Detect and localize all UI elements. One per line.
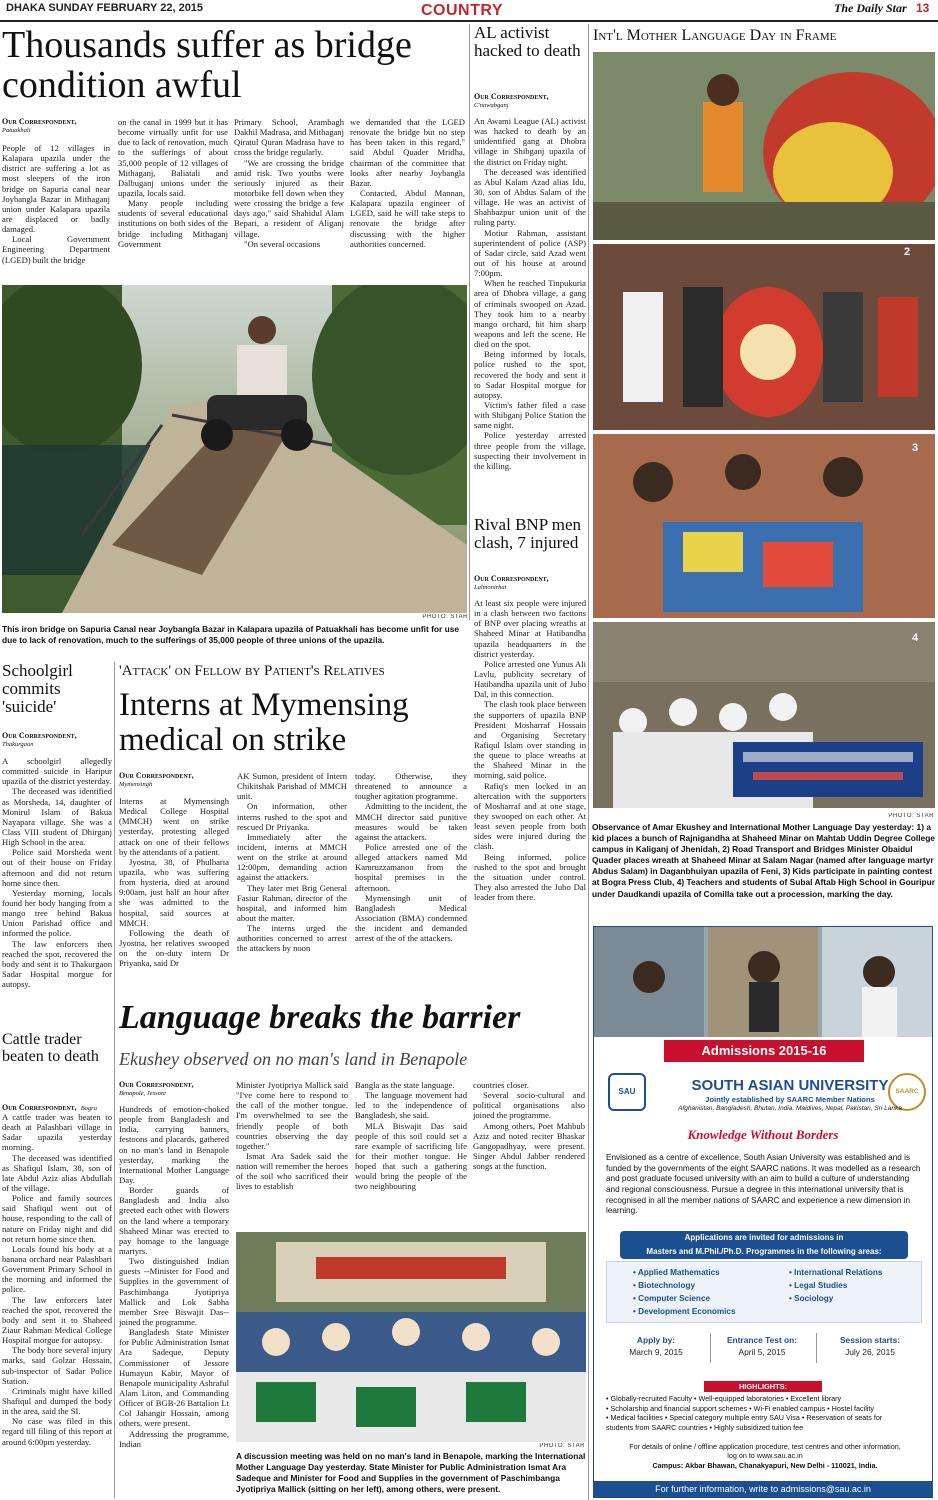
al-headline: AL activist hacked to death bbox=[474, 24, 581, 60]
paragraph: AK Sumon, president of Intern Chikitshak Parishad of MMCH unit. bbox=[237, 771, 347, 802]
paragraph: we demanded that the LGED renovate the bridge but no step has been taken in this regard," said Abdul Quader Mridha, chairman of the committee that looks after nearby Joybangla Bazar. bbox=[350, 117, 465, 188]
highlight-line: students from SAARC countries • Highly subsidized tuition fee bbox=[606, 1422, 804, 1432]
column-divider bbox=[588, 24, 589, 1500]
bridge-photo bbox=[2, 285, 467, 613]
apply-label: Apply by: bbox=[636, 1335, 676, 1345]
byline: Our Correspondent, bbox=[2, 1103, 77, 1112]
paragraph: When he reached Tinpukuria area of Dhobra village, a gang of criminals swooped on Azad. They took him to a nearby mango orchard, hit him sharp weapons and left the scene. He died on the spot. bbox=[474, 278, 586, 350]
admissions-banner: Admissions 2015-16 bbox=[664, 1040, 864, 1062]
paragraph: An Awami League (AL) activist was hacked to death by an unidentified gang at Dhobra village in Shibganj upazila of the district on Friday night. bbox=[474, 116, 586, 167]
bridge-col-2 bbox=[118, 117, 228, 281]
paragraph: Many people including students of several educational institutions on both sides of the bridge including Mithaganj Government bbox=[118, 198, 228, 249]
masthead-rule bbox=[0, 20, 938, 22]
al-body bbox=[474, 116, 586, 514]
interns-col-1 bbox=[119, 796, 229, 986]
ad-photo-strip bbox=[594, 927, 932, 1037]
trader-headline: Cattle trader beaten to death bbox=[2, 1032, 99, 1065]
ad-tagline: Knowledge Without Borders bbox=[687, 1127, 839, 1142]
frame-title: Int'l Mother Language Day in Frame bbox=[593, 28, 837, 44]
frame-photos bbox=[593, 52, 935, 812]
paragraph: Hundreds of emotion-choked people from Bangladesh and India, carrying banners, festoons and placards, gathered on no man's land in Benapole yesterday, marking the International Mother Language Day. bbox=[119, 1104, 229, 1185]
paragraph: Contacted, Abdul Mannan, Kalapara upazila engineer of LGED, said he will take steps to renovate the bridge after discussing with the higher authorities concerned. bbox=[350, 187, 465, 249]
language-headline: Language breaks the barrier bbox=[119, 1000, 521, 1036]
paragraph: They later met Brig General Fasiur Rahman, director of the hospital, and informed him about the matter. bbox=[237, 882, 347, 923]
ad-invite bbox=[620, 1231, 908, 1259]
photo-number: 3 bbox=[912, 442, 919, 454]
schoolgirl-headline: Schoolgirl commits 'suicide' bbox=[2, 662, 73, 716]
paragraph: Yesterday morning, locals found her body hanging from a mango tree behind Bakua Union Parishad office and informed the police. bbox=[2, 887, 112, 939]
paragraph: Criminals might have killed Shafiqul and dumped the body in the area, said the SI. bbox=[2, 1385, 112, 1417]
paragraph: on the canal in 1999 but it has become virtually unfit for use due to lack of renovation, much to the sufferings of about 35,000 people of 12 villages of Mithaganj, Baliatali and Dalbuganj unions under the upazila, locals said. bbox=[118, 117, 228, 198]
paragraph: Admitting to the incident, the MMCH director said punitive measures would be taken against the attackers. bbox=[355, 801, 467, 842]
language-col-3 bbox=[355, 1080, 467, 1230]
byline-place: Lalmonirhat bbox=[474, 583, 507, 591]
bridge-col-1 bbox=[2, 143, 110, 281]
paragraph: Motiur Rahman, assistant superintendent of police (ASP) of Sadar circle, said Azad went out of his house at around 7:00pm. bbox=[474, 227, 586, 279]
schoolgirl-body bbox=[2, 756, 112, 1028]
paragraph: Two distinguished Indian guests --Minister for Food and Supplies in the government of Paschimbanga Jyotipriya Mallick and Lok Sabha member Sree Biswajit Das-- joined the programme. bbox=[119, 1256, 229, 1327]
bnp-body bbox=[474, 598, 586, 986]
paragraph: Mymensingh unit of Bangladesh Medical Association (BMA) condemned the incident and demanded arrest of the of the attackers. bbox=[355, 892, 467, 944]
benapole-photo bbox=[236, 1232, 586, 1442]
paragraph: Among others, Poet Mahbub Aziz and noted reciter Bhaskar Gangopadhyay, were present. Singer Abdul Jabber rendered songs at the function. bbox=[473, 1120, 585, 1172]
bridge-col-3 bbox=[234, 117, 344, 281]
details-line: For details of online / offline application procedure, test centres and other information, bbox=[629, 1442, 901, 1451]
frame-caption: Observance of Amar Ekushey and International Mother Language Day yesterday: 1) a kid places a bunch of Rajnigandha at Shaheed Minar on Mahtab Uddin Degree College campus in Kaliganj of Jhenidah, 2) Road Transport and Bridges Minister Obaidul Quader places wreath at Shaheed Minar at Salam Nagar (named after language martyr Abdus Salam) in Daganbhuiyan upazila of Feni, 3) Kids participate in painting contest at Bogra Press Club, 4) Teachers and students of Subal Aftab High School in Gouripur under Daudkandi upazila of Comilla take out a procession, marking the day. bbox=[592, 822, 935, 899]
paragraph: Police and family sources said Shafiqul went out of house, responding to the call of nature on Friday night and did not return home since then. bbox=[2, 1193, 112, 1244]
paragraph: On information, other interns rushed to the spot and rescued Dr Priyanka. bbox=[237, 801, 347, 832]
date-divider bbox=[816, 1333, 817, 1363]
bnp-byline bbox=[474, 574, 586, 591]
paragraph: Police said Morsheda went out of their house on Friday afternoon and did not return home since then. bbox=[2, 847, 112, 888]
paragraph: No case was filed in this regard till filing of this report at around 6:00pm yesterday. bbox=[2, 1416, 112, 1447]
highlight-line: • Scholarship and financial support schemes • Wi-Fi enabled campus • Hostel facility bbox=[606, 1403, 875, 1413]
campus-address: Campus: Akbar Bhawan, Chanakyapuri, New Delhi - 110021, India. bbox=[652, 1460, 878, 1470]
byline: Our Correspondent, bbox=[119, 771, 194, 780]
test-label: Entrance Test on: bbox=[726, 1335, 798, 1345]
paragraph: Jyostna, 38, of Phulbaria upazila, who was suffering from hysteria, died at around 9:00am, just half an hour after she was admitted to the hospital, said sources at MMCH. bbox=[119, 856, 229, 928]
column-divider bbox=[114, 662, 115, 1498]
byline: Our Correspondent, bbox=[474, 574, 549, 583]
sau-advertisement bbox=[593, 926, 933, 1498]
paragraph: today. Otherwise, they threatened to announce a tougher agitation programme. bbox=[355, 771, 467, 802]
paragraph: Police arrested one of the alleged attackers named Md Kamruzzamanon from the hospital premises in the afternoon. bbox=[355, 841, 467, 893]
paragraph: At least six people were injured in a clash between two factions of BNP over placing wreaths at Shaheed Minar at Hatibandha upazila headquarters in the district yesterday. bbox=[474, 598, 586, 659]
paragraph: "On several occasions bbox=[244, 238, 321, 249]
date-divider bbox=[710, 1333, 711, 1363]
highlight-line: • Globally-recruited Faculty • Well-equipped laboratories • Excellent library bbox=[606, 1394, 842, 1403]
paragraph: Minister Jyotipriya Mallick said "I've come here to respond to the call of the mother tongue. I'm overwhelmed to see the friendly people of both countries observing the day together." bbox=[236, 1080, 348, 1151]
paragraph: The deceased was identified as Abul Kalam Azad alias Idu, 30, son of Abdus Salam of the village. He was an activist of Shahbazpur union unit of the ruling party. bbox=[474, 166, 586, 228]
paragraph: Interns at Mymensingh Medical College Hospital (MMCH) went on strike yesterday, protesting alleged attack on one of their fellows by the attendants of a patient. bbox=[119, 796, 229, 857]
interns-col-3 bbox=[355, 771, 467, 986]
language-byline bbox=[119, 1080, 229, 1097]
bnp-headline: Rival BNP men clash, 7 injured bbox=[474, 516, 582, 552]
program-item: • Legal Studies bbox=[789, 1281, 848, 1290]
program-item: • Biotechnology bbox=[633, 1281, 696, 1290]
byline-place: Patuakhali bbox=[2, 126, 31, 134]
bridge-caption: This iron bridge on Sapuria Canal near Joybangla Bazar in Kalapara upazila of Patuakhali has become unfit for use due to lack of renovation, much to the sufferings of 35,000 people of three unions of the upazila. bbox=[2, 624, 460, 646]
details-line: log on to www.sau.ac.in bbox=[727, 1451, 803, 1461]
section-title: COUNTRY bbox=[421, 2, 504, 19]
program-item: • Development Economics bbox=[633, 1307, 736, 1316]
test-date: April 5, 2015 bbox=[738, 1347, 786, 1357]
university-name: SOUTH ASIAN UNIVERSITY bbox=[691, 1077, 889, 1094]
program-item: • Computer Science bbox=[633, 1294, 711, 1303]
paragraph: Primary School, Arambagh Dakhil Madrasa, and Mithaganj Qiratul Quran Madrasa have to cross the bridge regularly. bbox=[234, 117, 344, 158]
byline: Our Correspondent, bbox=[474, 92, 549, 101]
paragraph: Police yesterday arrested three people from the village, suspecting their involvement in the killing. bbox=[474, 430, 586, 471]
bridge-col-4 bbox=[350, 117, 465, 281]
ad-details bbox=[606, 1442, 924, 1470]
byline-place: Thakurgaon bbox=[2, 740, 34, 748]
paragraph: countries closer. bbox=[473, 1080, 529, 1090]
interns-kicker: 'Attack' on Fellow by Patient's Relatives bbox=[119, 664, 385, 679]
al-byline bbox=[474, 92, 586, 109]
paragraph: The law enforcers then reached the spot, recovered the body and sent it to Thakurgaon Sadar Hospital morgue for autopsy. bbox=[2, 938, 112, 990]
byline-place: Bogra bbox=[80, 1105, 97, 1112]
apply-date: March 9, 2015 bbox=[629, 1347, 683, 1357]
interns-headline: Interns at Mymensing medical on strike bbox=[119, 688, 409, 758]
session-label: Session starts: bbox=[839, 1335, 901, 1345]
byline-place: C'nawabganj bbox=[474, 101, 509, 109]
jointly-established: Jointly established by SAARC Member Nations bbox=[705, 1095, 875, 1104]
invite-line: Applications are invited for admissions in bbox=[684, 1233, 844, 1242]
photo-credit: PHOTO: STAR bbox=[539, 1443, 585, 1449]
paragraph: Being informed, police rushed to the spot and brought the situation under control. They also arrested the Jubo Dal leader from there. bbox=[474, 851, 586, 903]
paragraph: A cattle trader was beaten to death at Palashbari village in Sadar upazila yesterday morning. bbox=[2, 1112, 112, 1153]
paragraph: People of 12 villages in Kalapara upazila under the district are suffering a lot as most sleepers of the iron bridge on Sapuria canal near Joybangla Bazar in Mithaganj union under Kalapara upazila are displaced or badly damaged. bbox=[2, 143, 110, 235]
paragraph: Victim's father filed a case with Shibganj Police Station the same night. bbox=[474, 399, 586, 431]
invite-line: Masters and M.Phil./Ph.D. Programmes in the following areas: bbox=[646, 1247, 882, 1256]
bridge-byline bbox=[2, 117, 112, 134]
saarc-logo: SAARC bbox=[888, 1073, 926, 1111]
paragraph: Being informed by locals, police rushed to the spot, recovered the body and sent it to Sadar Hospital morgue for autopsy. bbox=[474, 349, 586, 400]
paper-logo: The Daily Star bbox=[834, 1, 907, 15]
paragraph: The law enforcers later reached the spot, recovered the body and sent it to Shaheed Ziaur Rahman Medical College Hospital morgue for autopsy. bbox=[2, 1294, 112, 1346]
paragraph: Border guards of Bangladesh and India also greeted each other with flowers on the land where a temporary Shaheed Minar was erected to pay homage to the language martyrs. bbox=[119, 1185, 229, 1256]
paragraph: MLA Biswajit Das said people of this soil could set a rare example of sacrificing life for their mother tongue. He hoped that such a gathering would bring the people of the two neighbouring bbox=[355, 1120, 467, 1192]
paragraph: The interns urged the authorities concerned to arrest the attackers by noon bbox=[237, 923, 347, 954]
member-nations: Afghanistan, Bangladesh, Bhutan, India, Maldives, Nepal, Pakistan, Sri Lanka bbox=[678, 1105, 902, 1112]
program-list bbox=[606, 1261, 922, 1323]
byline-place: Benapole, Jessore bbox=[119, 1089, 167, 1097]
paragraph: A schoolgirl allegedly committed suicide in Haripur upazila of the district yesterday. bbox=[2, 756, 112, 787]
language-subhead: Ekushey observed on no man's land in Benapole bbox=[119, 1050, 468, 1069]
interns-col-2 bbox=[237, 771, 347, 986]
language-col-2 bbox=[236, 1080, 348, 1230]
column-divider bbox=[469, 24, 470, 620]
paragraph: The deceased was identified as Morsheda, 14, daughter of Monirul Islam of Bakua Nayapara village. She was a Class VIII student of Dhirganj High School in the area. bbox=[2, 786, 112, 848]
paragraph: Police arrested one Yunus Ali Lavlu, publicity secretary of Hatibandha upazila unit of Jubo Dal, in this connection. bbox=[474, 658, 586, 700]
benapole-caption: A discussion meeting was held on no man's land in Benapole, marking the International Mother Language Day yesterday. State Minister for Public Administration Ismat Ara Sadeque and Minister for Food and Supplies in the government of Paschimbanga Jyotipriya Mallick (sitting on her left), among others, were present. bbox=[236, 1451, 586, 1495]
program-item: • Sociology bbox=[789, 1294, 834, 1303]
dateline: DHAKA SUNDAY FEBRUARY 22, 2015 bbox=[6, 2, 204, 14]
sau-logo: SAU bbox=[608, 1073, 646, 1111]
byline: Our Correspondent, bbox=[2, 117, 77, 126]
highlights-label: HIGHLIGHTS: bbox=[704, 1381, 822, 1392]
paragraph: Ismat Ara Sadek said the nation will remember the heroes of the soil who sacrificed their lives to establish bbox=[236, 1150, 348, 1192]
program-item: • International Relations bbox=[789, 1268, 883, 1277]
language-col-1 bbox=[119, 1104, 229, 1498]
paragraph: Immediately after the incident, interns at MMCH went on the strike at around 12:00pm, demanding action against the attackers. bbox=[237, 831, 347, 883]
interns-byline bbox=[119, 771, 229, 788]
program-item: • Applied Mathematics bbox=[633, 1268, 720, 1277]
photo-number: 4 bbox=[912, 632, 919, 644]
paragraph: "We are crossing the bridge amid risk. Two youths were seriously injured as their motorbike fell down when they were crossing the bridge a few days ago," said Shahidul Alam Bepari, a resident of Aliganj village. bbox=[234, 157, 344, 239]
schoolgirl-byline bbox=[2, 731, 112, 748]
paragraph: Following the death of Jyostna, her relatives swooped on the on-duty intern Dr Priyanka, said Dr bbox=[119, 927, 229, 969]
session-date: July 26, 2015 bbox=[845, 1347, 895, 1357]
language-col-4 bbox=[473, 1080, 585, 1230]
photo-credit: PHOTO: STAR bbox=[888, 813, 934, 819]
paragraph: Rafiq's men locked in an altercation with the supporters of Mosharraf and at one stage, they swooped on each other. At least seven people from both sides were injured during the clash. bbox=[474, 780, 586, 852]
paragraph: Locals found his body at a banana orchard near Palashbari Government Primary School in the morning and informed the police. bbox=[2, 1243, 112, 1295]
paragraph: Bangla as the state language. bbox=[355, 1080, 455, 1090]
ad-footer: For further information, write to admissions@sau.ac.in bbox=[594, 1481, 932, 1498]
byline: Our Correspondent, bbox=[2, 731, 77, 740]
paragraph: The clash took place between the supporters of upazila BNP President Mosharraf Hossain and Organising Secretary Rafiqul Islam over standing in the queue to place wreaths at the Shaheed Minar in the morning, said police. bbox=[474, 699, 586, 781]
byline: Our Correspondent, bbox=[119, 1080, 194, 1089]
highlight-line: • Medical facilities • Special category multiple entry SAU Visa • Reservation of seats for bbox=[606, 1413, 883, 1422]
paragraph: Addressing the programme, Indian bbox=[119, 1428, 229, 1449]
photo-credit: PHOTO: STAR bbox=[422, 614, 468, 620]
paragraph: Several socio-cultural and political organisations also joined the programme. bbox=[473, 1090, 585, 1121]
paragraph: The language movement had led to the independence of Bangladesh, she said. bbox=[355, 1090, 467, 1121]
paragraph: Bangladesh State Minister for Public Administration Ismat Ara Sadeque, Deputy Commissioner of Jessore Humayun Kabir, Mayor of Benapole municipality Ashraful Alam Liton, and Commanding Officer of BGB-26 Battalion Lt Col Jahangir Hossain, among others, were present. bbox=[119, 1327, 229, 1429]
bridge-headline: Thousands suffer as bridge condition awful bbox=[2, 26, 412, 106]
page-number: 13 bbox=[916, 1, 930, 15]
paragraph: The deceased was identified as Shafiqul Islam, 38, son of late Abdul Aziz alias Abdullah of the village. bbox=[2, 1152, 112, 1193]
ad-intro: Envisioned as a centre of excellence, South Asian University was established and is funded by the governments of the eight SAARC nations. It was modelled as a research and post graduate focused university with an aim to build a culture of understanding and regional consciousness. Pursue a degree in this international university that is recognised in all the member nations of SAARC and experience a new dimension in learning. bbox=[606, 1153, 921, 1216]
highlights-list bbox=[606, 1394, 924, 1432]
byline-place: Mymensingh bbox=[119, 780, 153, 788]
paragraph: The body bore several injury marks, said Golzar Hossain, sub-inspector of Sadar Police Station. bbox=[2, 1345, 112, 1386]
photo-number: 2 bbox=[904, 246, 911, 258]
paragraph: Local Government Engineering Department (LGED) built the bridge bbox=[2, 234, 110, 265]
trader-body bbox=[2, 1112, 112, 1498]
